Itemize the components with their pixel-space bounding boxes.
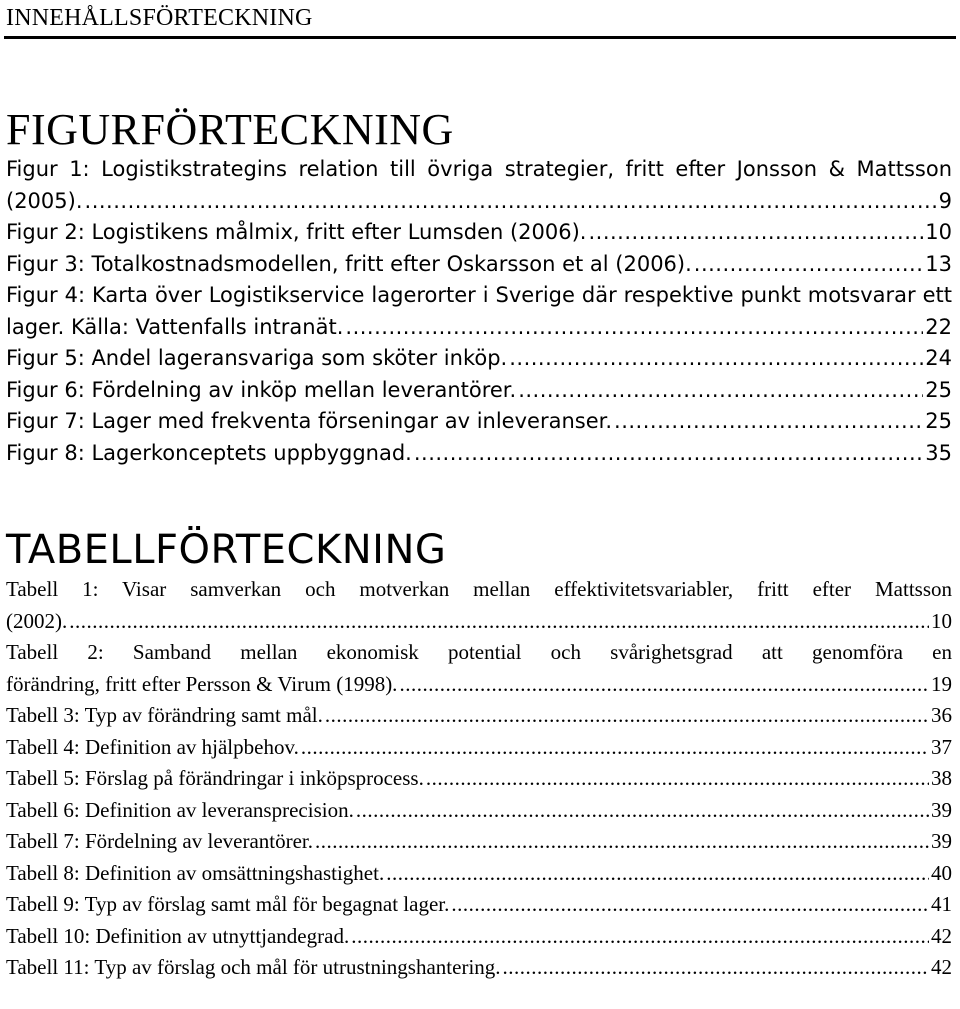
page-number: 10: [925, 220, 952, 244]
entry-text: (2005).: [6, 188, 83, 213]
table-entry-2[interactable]: [6, 669, 952, 701]
page-number: 19: [931, 671, 952, 696]
entry-text: Tabell 9: Typ av förslag samt mål för begagnat lager.: [6, 892, 450, 916]
dot-leader: [518, 375, 923, 407]
table-entry-10[interactable]: [6, 921, 952, 953]
figure-entry-4-line1[interactable]: Figur 4: Karta över Logistikservice lagerorter i Sverige där respektive punkt motsvarar ett: [6, 283, 952, 307]
contents-heading: INNEHÅLLSFÖRTECKNING: [6, 5, 313, 31]
entry-text: Figur 6: Fördelning av inköp mellan leverantörer.: [6, 377, 517, 402]
entry-text: Figur 2: Logistikens målmix, fritt efter Lumsden (2006).: [6, 220, 587, 244]
dot-leader: [325, 700, 929, 732]
page-number: 13: [925, 251, 952, 276]
entry-text: förändring, fritt efter Persson & Virum (1998).: [6, 671, 398, 696]
table-entry-5[interactable]: [6, 763, 952, 795]
page-number: 42: [931, 955, 952, 979]
page-number: 39: [931, 797, 952, 822]
figure-entry-7[interactable]: [6, 406, 952, 438]
dot-leader: [356, 795, 929, 827]
figure-entry-1-line1[interactable]: Figur 1: Logistikstrategins relation till övriga strategier, fritt efter Jonsson & Mattsson: [6, 157, 952, 181]
page-number: 42: [931, 923, 952, 948]
dot-leader: [509, 343, 923, 375]
entry-text: (2002).: [6, 608, 68, 633]
dot-leader: [69, 606, 929, 638]
entry-text: Tabell 8: Definition av omsättningshastighet.: [6, 860, 385, 885]
figure-entry-6[interactable]: [6, 375, 952, 407]
dot-leader: [694, 249, 923, 281]
dot-leader: [503, 952, 929, 984]
page-number: 10: [931, 608, 952, 633]
dot-leader: [301, 732, 929, 764]
figure-entry-3[interactable]: [6, 249, 952, 281]
page-number: 38: [931, 766, 952, 790]
page-number: 35: [925, 440, 952, 465]
dot-leader: [399, 669, 929, 701]
page-number: 41: [931, 892, 952, 916]
entry-text: Tabell 3: Typ av förändring samt mål.: [6, 703, 323, 727]
entry-text: Figur 3: Totalkostnadsmodellen, fritt efter Oskarsson et al (2006).: [6, 251, 692, 276]
dot-leader: [588, 217, 923, 249]
dot-leader: [451, 889, 929, 921]
table-entry-6[interactable]: [6, 795, 952, 827]
entry-text: Figur 5: Andel lageransvariga som sköter inköp.: [6, 346, 508, 370]
page-number: 24: [925, 346, 952, 370]
page-number: 37: [931, 734, 952, 759]
page-number: 9: [938, 188, 952, 213]
dot-leader: [351, 921, 929, 953]
table-entry-7[interactable]: [6, 826, 952, 858]
table-entry-3[interactable]: [6, 700, 952, 732]
dot-leader: [426, 763, 929, 795]
page-number: 36: [931, 703, 952, 727]
table-entry-4[interactable]: [6, 732, 952, 764]
table-entry-2-line1[interactable]: Tabell 2: Samband mellan ekonomisk potential och svårighetsgrad att genomföra en: [6, 640, 952, 664]
entry-text: Tabell 6: Definition av leveransprecision.: [6, 797, 354, 822]
figure-list-heading: FIGURFÖRTECKNING: [6, 105, 454, 154]
dot-leader: [386, 858, 929, 890]
entry-text: Tabell 10: Definition av utnyttjandegrad.: [6, 923, 350, 948]
entry-text: Figur 8: Lagerkonceptets uppbyggnad.: [6, 440, 412, 465]
table-entry-11[interactable]: [6, 952, 952, 984]
figure-list: [6, 154, 952, 469]
table-list-heading: TABELLFÖRTECKNING: [6, 527, 447, 573]
table-entry-8[interactable]: [6, 858, 952, 890]
page-number: 39: [931, 829, 952, 853]
figure-entry-4[interactable]: [6, 312, 952, 344]
figure-entry-2[interactable]: [6, 217, 952, 249]
figure-entry-5[interactable]: [6, 343, 952, 375]
entry-text: Tabell 5: Förslag på förändringar i inköpsprocess.: [6, 766, 424, 790]
entry-text: Figur 7: Lager med frekventa förseningar av inleveranser.: [6, 409, 613, 433]
table-entry-1-line1[interactable]: Tabell 1: Visar samverkan och motverkan mellan effektivitetsvariabler, fritt efter Mattsson: [6, 577, 952, 601]
entry-text: Tabell 4: Definition av hjälpbehov.: [6, 734, 299, 759]
dot-leader: [414, 438, 923, 470]
table-list: [6, 574, 952, 984]
table-entry-1[interactable]: [6, 606, 952, 638]
page-number: 40: [931, 860, 952, 885]
dot-leader: [614, 406, 923, 438]
entry-text: Tabell 11: Typ av förslag och mål för utrustningshantering.: [6, 955, 501, 979]
page-number: 22: [925, 314, 952, 339]
page-number: 25: [925, 377, 952, 402]
entry-text: Tabell 7: Fördelning av leverantörer.: [6, 829, 314, 853]
dot-leader: [85, 186, 937, 218]
page-number: 25: [925, 409, 952, 433]
figure-entry-8[interactable]: [6, 438, 952, 470]
table-entry-9[interactable]: [6, 889, 952, 921]
dot-leader: [345, 312, 923, 344]
dot-leader: [315, 826, 929, 858]
figure-entry-1[interactable]: [6, 186, 952, 218]
entry-text: lager. Källa: Vattenfalls intranät.: [6, 314, 344, 339]
heading-rule: [4, 36, 956, 39]
